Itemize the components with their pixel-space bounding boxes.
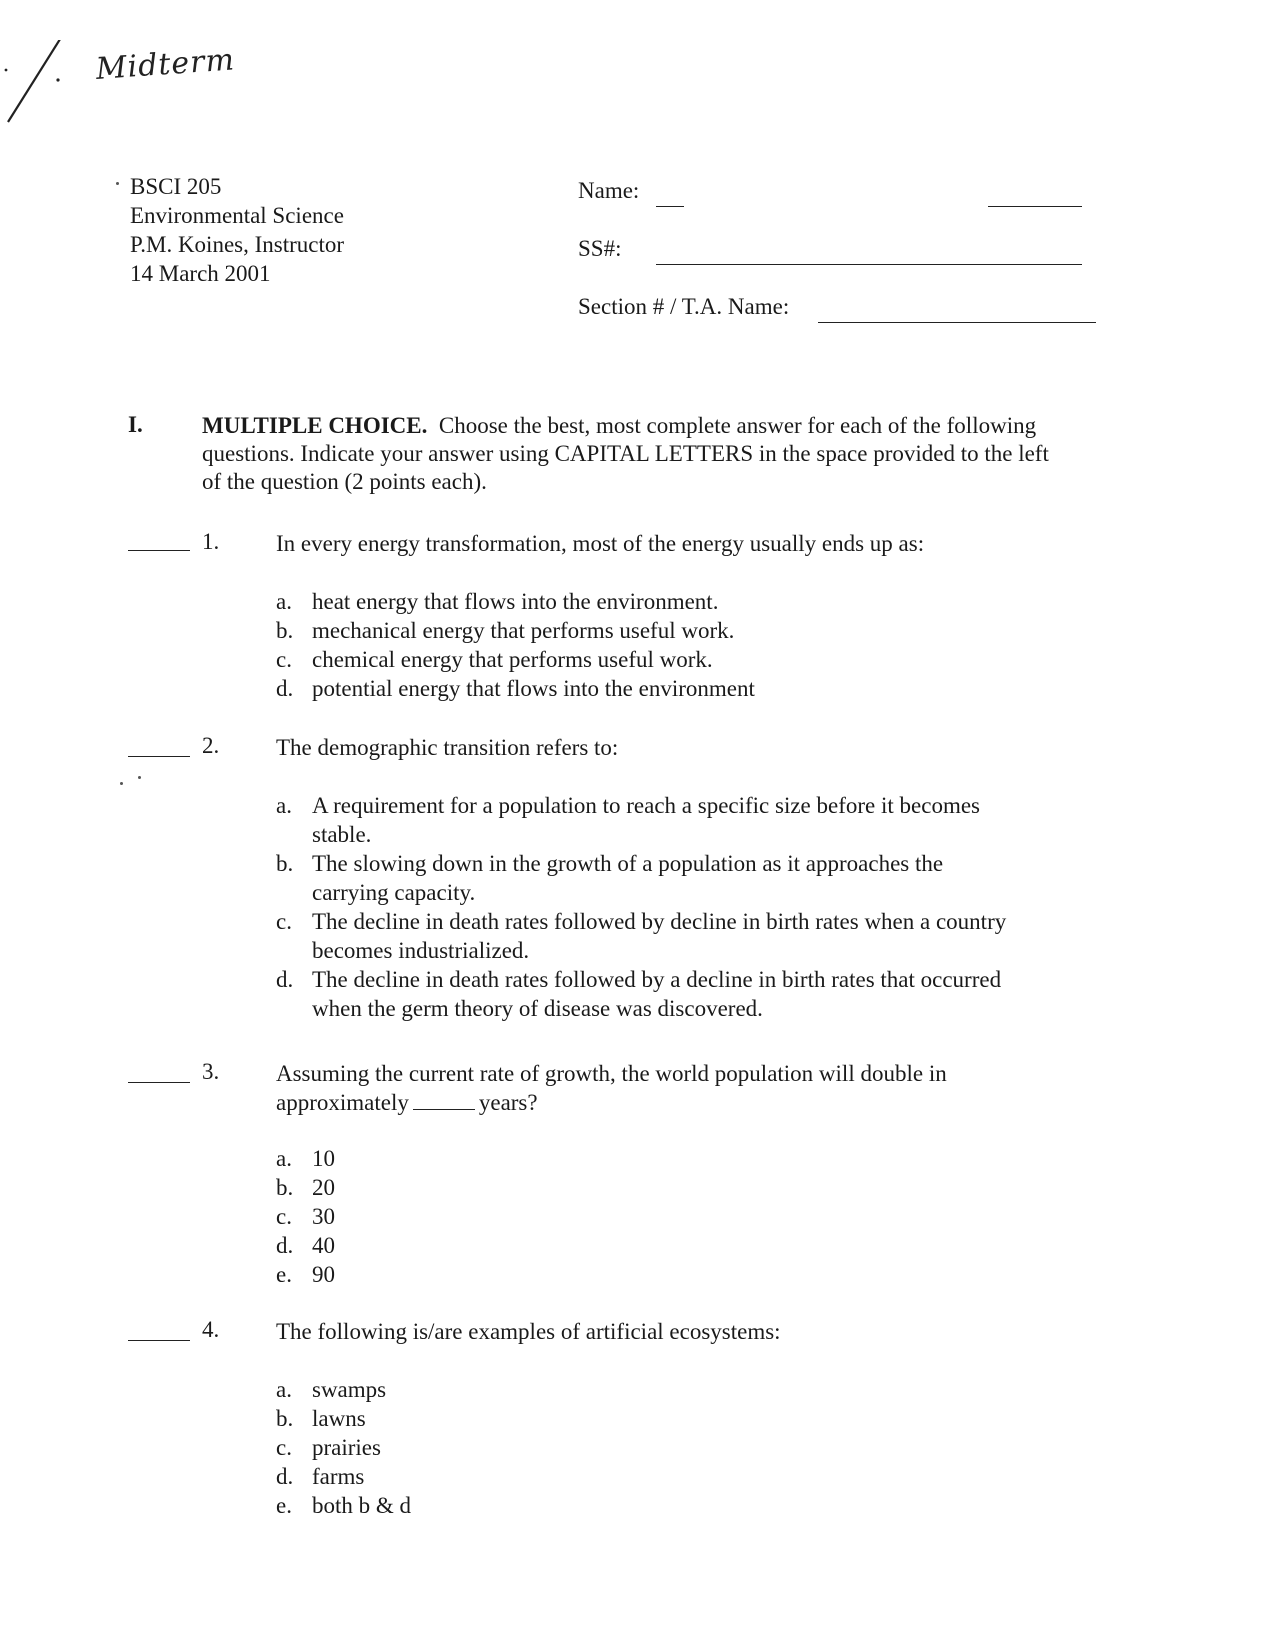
- option-letter: c.: [276, 647, 292, 672]
- ss-field-blank[interactable]: [656, 264, 1082, 265]
- option: [276, 1404, 1016, 1433]
- option-text: lawns: [312, 1406, 366, 1431]
- option: [276, 1433, 1016, 1462]
- question-text: The following is/are examples of artificial ecosystems:: [276, 1319, 781, 1344]
- section-instructions: [202, 412, 1062, 496]
- option: [276, 791, 1016, 849]
- option-text: The decline in death rates followed by decline in birth rates when a country becomes industrialized.: [312, 909, 1007, 963]
- option: [276, 1375, 1016, 1404]
- section-instructions-text: Choose the best, most complete answer for each of the following questions. Indicate your answer using CAPITAL LETTERS in the space provided to the left of the question (2 points each).: [202, 413, 1049, 494]
- scan-speck: [138, 776, 141, 779]
- course-title: Environmental Science: [130, 203, 344, 228]
- course-info: [130, 172, 344, 288]
- option: [276, 1231, 1016, 1260]
- section-numeral: I.: [128, 412, 143, 437]
- option-text: mechanical energy that performs useful work.: [312, 618, 735, 643]
- option: [276, 907, 1016, 965]
- option-letter: b.: [276, 851, 294, 876]
- option: [276, 1144, 1016, 1173]
- option-text: swamps: [312, 1377, 387, 1402]
- options-q4: [276, 1375, 1016, 1520]
- course-code: BSCI 205: [130, 174, 222, 199]
- option-letter: a.: [276, 1377, 292, 1402]
- answer-blank-q4[interactable]: [128, 1340, 190, 1341]
- option-text: 30: [312, 1204, 335, 1229]
- option-letter: c.: [276, 909, 292, 934]
- option-text: prairies: [312, 1435, 381, 1460]
- option-letter: d.: [276, 1464, 294, 1489]
- option-letter: e.: [276, 1262, 292, 1287]
- option-text: 20: [312, 1175, 335, 1200]
- section-title: MULTIPLE CHOICE.: [202, 413, 428, 438]
- question-text: [276, 1059, 1016, 1117]
- question-number: 1.: [202, 529, 220, 554]
- question-number: 2.: [202, 733, 220, 758]
- option: [276, 616, 1016, 645]
- question-number: 3.: [202, 1059, 220, 1084]
- name-field-blank[interactable]: [988, 206, 1082, 207]
- option-letter: a.: [276, 589, 292, 614]
- handwritten-slash-mark: [0, 40, 80, 130]
- option-text: 90: [312, 1262, 335, 1287]
- option-letter: b.: [276, 1175, 294, 1200]
- option: [276, 587, 1016, 616]
- question-text: In every energy transformation, most of the energy usually ends up as:: [276, 531, 925, 556]
- ss-field-label: SS#:: [578, 236, 622, 261]
- scan-speck: [120, 782, 123, 785]
- scan-speck: [116, 182, 119, 185]
- option: [276, 1491, 1016, 1520]
- option: [276, 965, 1016, 1023]
- option-letter: d.: [276, 967, 294, 992]
- question-number: 4.: [202, 1317, 220, 1342]
- option-text: both b & d: [312, 1493, 412, 1518]
- answer-blank-q3[interactable]: [128, 1082, 190, 1083]
- option: [276, 1173, 1016, 1202]
- option-letter: c.: [276, 1204, 292, 1229]
- option-letter: b.: [276, 618, 294, 643]
- option-letter: a.: [276, 793, 292, 818]
- handwritten-note: Midterm: [94, 42, 237, 87]
- options-q1: [276, 587, 1016, 703]
- question-text-after: years?: [478, 1090, 538, 1115]
- option: [276, 1462, 1016, 1491]
- option-text: The decline in death rates followed by a decline in birth rates that occurred when the germ theory of disease was discovered.: [312, 967, 1002, 1021]
- section-ta-field-label: Section # / T.A. Name:: [578, 294, 790, 319]
- option-text: The slowing down in the growth of a population as it approaches the carrying capacity.: [312, 851, 944, 905]
- options-q3: [276, 1144, 1016, 1289]
- option: [276, 1260, 1016, 1289]
- question-text: The demographic transition refers to:: [276, 735, 619, 760]
- option-letter: b.: [276, 1406, 294, 1431]
- option: [276, 849, 1016, 907]
- options-q2: [276, 791, 1016, 1023]
- option: [276, 674, 1016, 703]
- option-letter: d.: [276, 676, 294, 701]
- name-field-blank-short[interactable]: [656, 206, 684, 207]
- exam-date: 14 March 2001: [130, 261, 271, 286]
- option-text: A requirement for a population to reach a specific size before it becomes stable.: [312, 793, 980, 847]
- answer-blank-q2[interactable]: [128, 756, 190, 757]
- option-letter: e.: [276, 1493, 292, 1518]
- name-field-label: Name:: [578, 178, 640, 203]
- option-text: potential energy that flows into the environment: [312, 676, 755, 701]
- option: [276, 1202, 1016, 1231]
- fill-in-blank[interactable]: [413, 1109, 475, 1110]
- option-letter: d.: [276, 1233, 294, 1258]
- option-text: farms: [312, 1464, 365, 1489]
- option-text: 40: [312, 1233, 335, 1258]
- option-letter: c.: [276, 1435, 292, 1460]
- section-ta-field-blank[interactable]: [818, 322, 1096, 323]
- option: [276, 645, 1016, 674]
- option-text: 10: [312, 1146, 335, 1171]
- answer-blank-q1[interactable]: [128, 550, 190, 551]
- question-text-before: Assuming the current rate of growth, the world population will double in approximately: [276, 1061, 947, 1115]
- course-instructor: P.M. Koines, Instructor: [130, 232, 345, 257]
- option-letter: a.: [276, 1146, 292, 1171]
- option-text: chemical energy that performs useful work.: [312, 647, 713, 672]
- option-text: heat energy that flows into the environment.: [312, 589, 719, 614]
